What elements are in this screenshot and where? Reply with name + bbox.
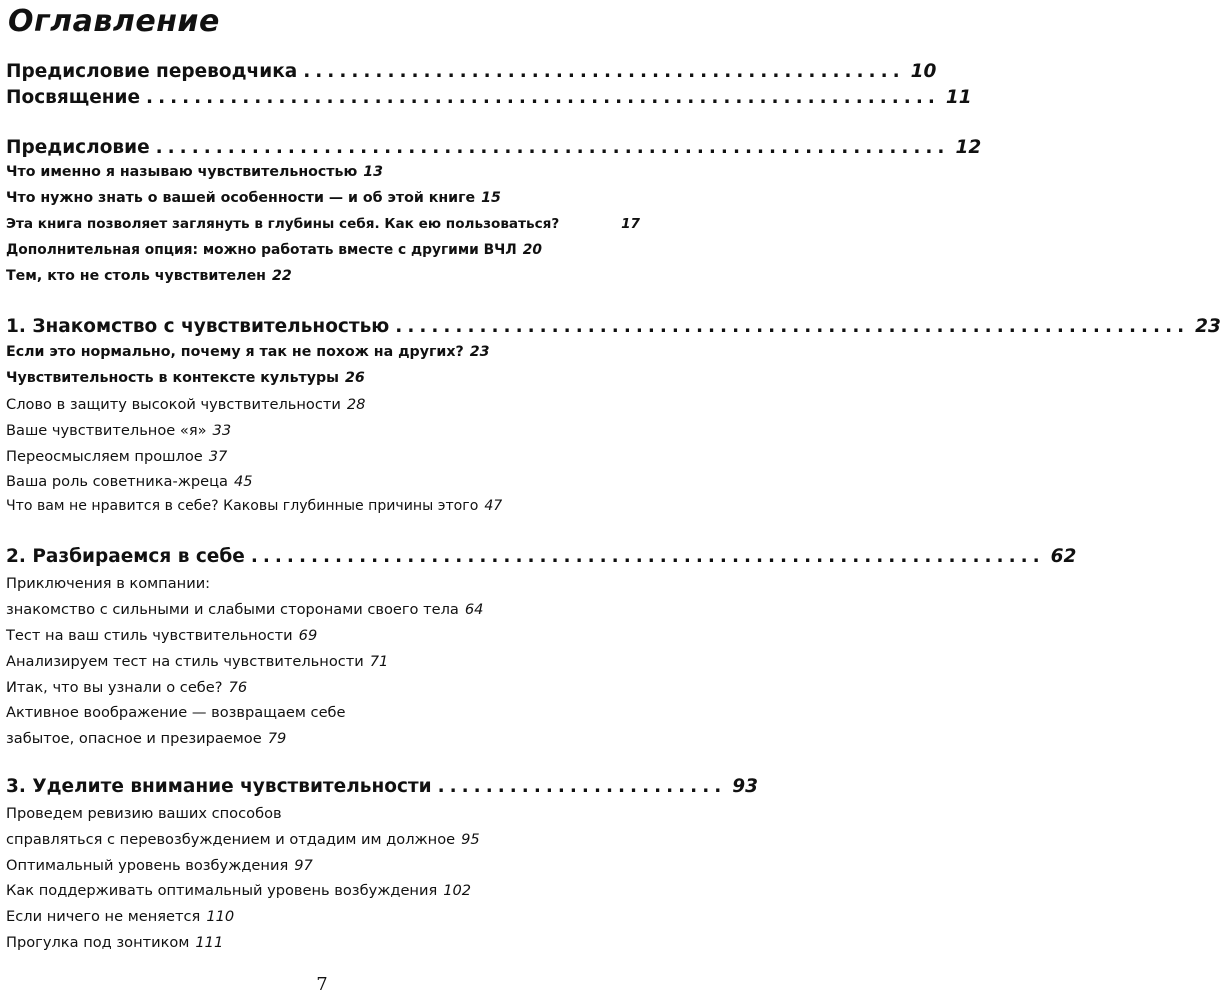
toc-entry-text: справляться с перевозбуждением и отдадим им должное xyxy=(6,831,456,848)
toc-entry-page: 79 xyxy=(267,730,287,747)
toc-entry-text: Ваша роль советника-жреца xyxy=(6,473,228,490)
toc-entry-text: Что именно я называю чувствительностью xyxy=(6,164,358,180)
page-title: Оглавление xyxy=(8,4,220,39)
toc-entry[interactable] xyxy=(6,882,640,899)
toc-entry[interactable] xyxy=(6,575,640,592)
toc-heading-page: 10 xyxy=(910,61,937,82)
toc-entry-page: 22 xyxy=(272,268,292,284)
toc-entry[interactable] xyxy=(6,498,640,514)
toc-entry[interactable] xyxy=(6,679,640,696)
toc-entry-text: Тем, кто не столь чувствителен xyxy=(6,268,266,284)
toc-entry-page: 71 xyxy=(369,653,389,670)
toc-heading-text: Предисловие xyxy=(6,137,150,158)
toc-heading[interactable] xyxy=(6,776,759,797)
toc-entry-page: 45 xyxy=(234,473,253,490)
toc-heading-page: 11 xyxy=(945,87,972,108)
toc-entry[interactable] xyxy=(6,344,640,360)
toc-heading-page: 62 xyxy=(1050,546,1077,567)
toc-entry-page: 13 xyxy=(363,164,384,180)
toc-entry-page: 76 xyxy=(228,679,248,696)
dot-leader: .................................................................. xyxy=(155,137,950,158)
toc-entry-text: Как поддерживать оптимальный уровень возбуждения xyxy=(6,882,438,899)
toc-entry-text: Если ничего не меняется xyxy=(6,908,201,925)
toc-entry[interactable] xyxy=(6,934,640,951)
dot-leader: .................................................................. xyxy=(395,316,1190,337)
toc-entry-text: Прогулка под зонтиком xyxy=(6,934,190,951)
toc-heading[interactable] xyxy=(6,137,982,158)
toc-entry-text: Приключения в компании: xyxy=(6,575,211,592)
toc-entry-page: 37 xyxy=(208,448,228,465)
toc-entry-text: Итак, что вы узнали о себе? xyxy=(6,679,223,696)
toc-entry-page: 26 xyxy=(345,370,365,386)
toc-entry-text: Если это нормально, почему я так не похож на других? xyxy=(6,344,464,360)
toc-heading-page: 12 xyxy=(955,137,982,158)
toc-entry-page: 15 xyxy=(481,190,501,206)
toc-heading[interactable] xyxy=(6,316,1221,337)
toc-entry-page: 95 xyxy=(461,831,480,848)
toc-heading-text: 1. Знакомство с чувствительностью xyxy=(6,316,390,337)
toc-heading[interactable] xyxy=(6,546,1077,567)
toc-heading[interactable] xyxy=(6,87,972,108)
toc-entry[interactable] xyxy=(6,370,640,386)
toc-entry-page: 28 xyxy=(346,396,366,413)
toc-entry[interactable] xyxy=(6,857,640,874)
toc-entry-text: забытое, опасное и презираемое xyxy=(6,730,262,747)
toc-entry[interactable] xyxy=(6,396,640,413)
toc-entry[interactable] xyxy=(6,831,640,848)
toc-entry-text: знакомство с сильными и слабыми сторонами своего тела xyxy=(6,601,459,618)
toc-heading-text: Предисловие переводчика xyxy=(6,61,298,82)
toc-entry-text: Переосмысляем прошлое xyxy=(6,448,203,465)
toc-heading-text: 2. Разбираемся в себе xyxy=(6,546,245,567)
toc-entry[interactable] xyxy=(6,473,640,490)
dot-leader: .................................................................. xyxy=(250,546,1045,567)
toc-heading-page: 23 xyxy=(1195,316,1221,337)
toc-entry[interactable] xyxy=(6,704,640,721)
toc-entry-text: Слово в защиту высокой чувствительности xyxy=(6,396,341,413)
toc-entry-page: 69 xyxy=(298,627,318,644)
toc-entry[interactable] xyxy=(6,242,640,258)
toc-entry-text: Что вам не нравится в себе? Каковы глубинные причины этого xyxy=(6,498,479,514)
toc-entry[interactable] xyxy=(6,216,640,232)
toc-entry-text: Проведем ревизию ваших способов xyxy=(6,805,282,822)
toc-entry-text: Анализируем тест на стиль чувствительности xyxy=(6,653,364,670)
toc-entry-page: 47 xyxy=(484,498,503,514)
toc-entry[interactable] xyxy=(6,627,640,644)
toc-entry-page: 64 xyxy=(464,601,484,618)
dot-leader: ........................ xyxy=(437,776,727,797)
toc-entry-text: Дополнительная опция: можно работать вместе с другими ВЧЛ xyxy=(6,242,517,258)
toc-entry[interactable] xyxy=(6,805,640,822)
toc-entry[interactable] xyxy=(6,268,640,284)
toc-entry-page: 97 xyxy=(294,857,313,874)
dot-leader: .................................................. xyxy=(303,61,905,82)
toc-entry-page: 17 xyxy=(621,216,640,232)
toc-entry-page: 23 xyxy=(469,344,490,360)
toc-entry[interactable] xyxy=(6,601,640,618)
toc-heading-text: 3. Уделите внимание чувствительности xyxy=(6,776,432,797)
toc-entry[interactable] xyxy=(6,448,640,465)
toc-entry-page: 20 xyxy=(522,242,542,258)
toc-entry[interactable] xyxy=(6,653,640,670)
toc-entry-text: Оптимальный уровень возбуждения xyxy=(6,857,289,874)
toc-entry-text: Что нужно знать о вашей особенности — и об этой книге xyxy=(6,190,476,206)
toc-entry-page: 111 xyxy=(195,934,224,951)
toc-entry-page: 110 xyxy=(206,908,235,925)
toc-entry[interactable] xyxy=(6,730,640,747)
toc-entry-text: Тест на ваш стиль чувствительности xyxy=(6,627,293,644)
page-number: 7 xyxy=(316,974,328,995)
toc-heading-text: Посвящение xyxy=(6,87,141,108)
toc-entry-page: 33 xyxy=(212,422,232,439)
toc-entry-text: Чувствительность в контексте культуры xyxy=(6,370,340,386)
toc-entry[interactable] xyxy=(6,908,640,925)
toc-entry-text: Эта книга позволяет заглянуть в глубины себя. Как ею пользоваться? xyxy=(6,216,560,232)
toc-heading[interactable] xyxy=(6,61,937,82)
toc-entry[interactable] xyxy=(6,422,640,439)
toc-entry[interactable] xyxy=(6,190,640,206)
toc-entry-page: 102 xyxy=(443,882,472,899)
dot-leader: .................................................................. xyxy=(146,87,940,108)
toc-entry-text: Активное воображение — возвращаем себе xyxy=(6,704,346,721)
toc-heading-page: 93 xyxy=(732,776,759,797)
toc-entry-text: Ваше чувствительное «я» xyxy=(6,422,207,439)
toc-entry[interactable] xyxy=(6,164,640,180)
